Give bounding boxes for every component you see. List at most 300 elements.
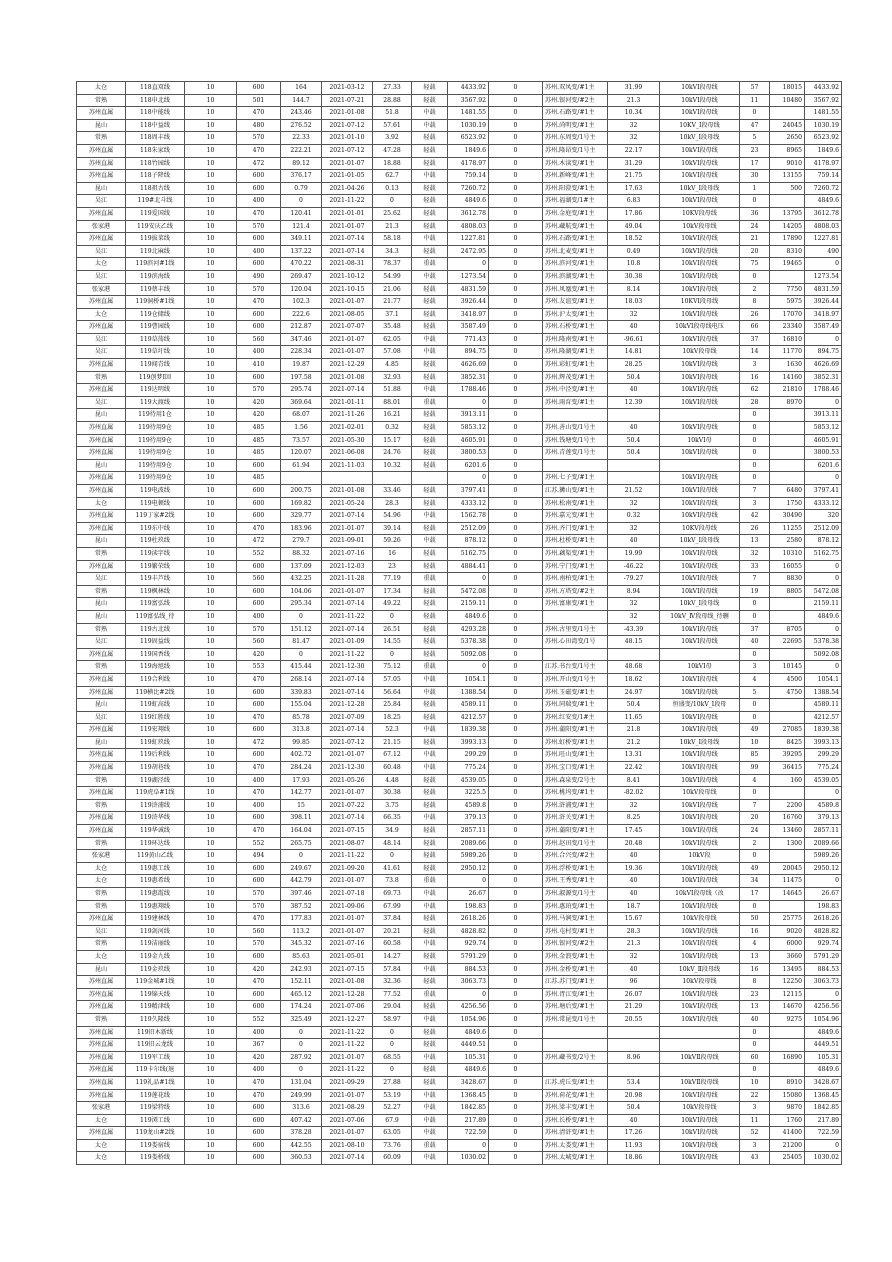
table-cell: 常熟 bbox=[77, 132, 126, 145]
table-cell: 14160 bbox=[770, 371, 805, 384]
table-cell: 60 bbox=[740, 1051, 770, 1064]
table-cell: 119东中线 bbox=[126, 522, 185, 535]
table-row bbox=[77, 749, 842, 762]
table-cell bbox=[770, 1064, 805, 1077]
table-cell: 0 bbox=[373, 1064, 412, 1077]
table-cell: 20.21 bbox=[373, 925, 412, 938]
table-cell: 轻载 bbox=[412, 825, 448, 838]
table-cell: 2159.11 bbox=[805, 598, 842, 611]
table-cell: 10 bbox=[185, 144, 237, 157]
table-cell: 17 bbox=[740, 157, 770, 170]
table-cell: 0.32 bbox=[373, 422, 412, 435]
table-cell: 3428.67 bbox=[805, 1076, 842, 1089]
table-cell: 15.17 bbox=[373, 434, 412, 447]
table-cell: 299.29 bbox=[805, 749, 842, 762]
table-cell: 2857.11 bbox=[805, 825, 842, 838]
table-cell bbox=[770, 422, 805, 435]
table-row bbox=[77, 900, 842, 913]
table-cell: 1750 bbox=[770, 497, 805, 510]
table-cell: 69.73 bbox=[373, 888, 412, 901]
table-cell: 21.06 bbox=[373, 283, 412, 296]
table-cell: 0 bbox=[805, 258, 842, 271]
table-cell: 470.22 bbox=[281, 258, 322, 271]
table-cell: 2021-05-24 bbox=[322, 497, 373, 510]
table-cell: 57.08 bbox=[373, 346, 412, 359]
table-cell: 18.25 bbox=[373, 711, 412, 724]
table-cell: 13495 bbox=[770, 963, 805, 976]
table-cell: 苏州.银河变/#2主 bbox=[543, 938, 608, 951]
table-cell: 0 bbox=[489, 774, 543, 787]
table-cell: 18.52 bbox=[608, 233, 660, 246]
table-cell: 3926.44 bbox=[805, 296, 842, 309]
table-cell: 太仓 bbox=[77, 497, 126, 510]
table-cell: 198.83 bbox=[805, 900, 842, 913]
table-cell: 中载 bbox=[412, 938, 448, 951]
table-cell: 600 bbox=[237, 862, 281, 875]
table-cell: 24045 bbox=[770, 119, 805, 132]
table-cell: 苏州.七子变/#1主 bbox=[543, 472, 608, 485]
table-cell: 轻载 bbox=[412, 862, 448, 875]
table-cell: 2021-10-15 bbox=[322, 283, 373, 296]
table-row bbox=[77, 510, 842, 523]
table-cell: 苏州.杜桥变/#1主 bbox=[543, 535, 608, 548]
table-cell: 18.03 bbox=[608, 296, 660, 309]
table-cell: 759.14 bbox=[805, 170, 842, 183]
table-cell: 600 bbox=[237, 371, 281, 384]
table-cell: 苏州直属 bbox=[77, 434, 126, 447]
table-cell: 10 bbox=[185, 535, 237, 548]
table-cell: 苏州.北麦变/#1主 bbox=[543, 245, 608, 258]
table-cell bbox=[543, 459, 608, 472]
table-cell: 420 bbox=[237, 963, 281, 976]
table-cell: 太仓 bbox=[77, 875, 126, 888]
table-cell: 177.83 bbox=[281, 913, 322, 926]
table-row bbox=[77, 963, 842, 976]
table-row bbox=[77, 774, 842, 787]
table-cell: 10kV段母线 bbox=[660, 976, 740, 989]
table-cell: 339.83 bbox=[281, 686, 322, 699]
table-row bbox=[77, 119, 842, 132]
table-cell: 10kV_Ⅰ段母线 bbox=[660, 132, 740, 145]
table-cell: 164 bbox=[281, 82, 322, 95]
table-cell: 1760 bbox=[770, 1114, 805, 1127]
table-cell: 0.32 bbox=[608, 510, 660, 523]
table-cell: 10kVⅠ段母线 bbox=[660, 875, 740, 888]
table-cell: 119待用9仓 bbox=[126, 422, 185, 435]
table-cell: 苏州.隆昂变/1号主 bbox=[543, 144, 608, 157]
table-cell: 0 bbox=[740, 409, 770, 422]
table-cell: 10 bbox=[185, 497, 237, 510]
table-row bbox=[77, 132, 842, 145]
table-cell: 119曹园线 bbox=[126, 321, 185, 334]
table-cell: 10 bbox=[185, 107, 237, 120]
table-cell: 苏州直属 bbox=[77, 359, 126, 372]
table-cell: 400 bbox=[237, 195, 281, 208]
table-cell: 0 bbox=[489, 1152, 543, 1165]
table-cell: 轻载 bbox=[412, 447, 448, 460]
table-cell: 119创梦Ⅰ回 bbox=[126, 371, 185, 384]
table-cell: 1388.54 bbox=[805, 686, 842, 699]
table-cell: 2021-07-21 bbox=[322, 94, 373, 107]
table-cell: 苏州.藏书变/2号主 bbox=[543, 1051, 608, 1064]
table-cell: 0 bbox=[489, 925, 543, 938]
table-cell: 10 bbox=[185, 384, 237, 397]
table-cell: 10 bbox=[185, 359, 237, 372]
table-cell: 27085 bbox=[770, 724, 805, 737]
table-cell: 0 bbox=[489, 1026, 543, 1039]
table-cell: 48.68 bbox=[608, 661, 660, 674]
table-cell: 1788.46 bbox=[448, 384, 489, 397]
table-cell: 2021-01-07 bbox=[322, 787, 373, 800]
table-cell: 苏州.凤凰变/#1主 bbox=[543, 283, 608, 296]
table-cell: 2021-01-05 bbox=[322, 170, 373, 183]
table-cell: 常熟 bbox=[77, 888, 126, 901]
table-cell: 轻载 bbox=[412, 82, 448, 95]
table-cell: 325.49 bbox=[281, 1013, 322, 1026]
table-cell: 4539.05 bbox=[448, 774, 489, 787]
table-cell: 2021-04-26 bbox=[322, 182, 373, 195]
table-cell: 0 bbox=[740, 1039, 770, 1052]
table-cell: 600 bbox=[237, 950, 281, 963]
table-cell: 轻载 bbox=[412, 434, 448, 447]
table-row bbox=[77, 610, 842, 623]
table-cell: 1481.55 bbox=[448, 107, 489, 120]
table-cell: 60.48 bbox=[373, 762, 412, 775]
table-cell: 0 bbox=[489, 396, 543, 409]
table-cell: 10.32 bbox=[373, 459, 412, 472]
table-cell: 轻载 bbox=[412, 950, 448, 963]
table-cell: 10 bbox=[185, 938, 237, 951]
table-cell: 600 bbox=[237, 1001, 281, 1014]
table-cell: 0 bbox=[489, 1013, 543, 1026]
table-cell: 16 bbox=[373, 547, 412, 560]
table-cell: 苏州.辉茂变/#1主 bbox=[543, 371, 608, 384]
table-cell: 0 bbox=[489, 976, 543, 989]
table-cell: 1030.19 bbox=[805, 119, 842, 132]
table-cell: 33.46 bbox=[373, 485, 412, 498]
table-cell: 25.62 bbox=[373, 207, 412, 220]
table-cell: 苏州直属 bbox=[77, 1001, 126, 1014]
table-cell: 600 bbox=[237, 875, 281, 888]
table-cell: 10 bbox=[185, 585, 237, 598]
table-cell: 17.26 bbox=[608, 1127, 660, 1140]
table-cell: 131.04 bbox=[281, 1076, 322, 1089]
table-cell: 江苏.狮山变/#1主 bbox=[543, 485, 608, 498]
table-row bbox=[77, 862, 842, 875]
table-cell: 10kVⅠ段母线 bbox=[660, 308, 740, 321]
table-cell: 2021-01-11 bbox=[322, 396, 373, 409]
table-cell: 苏州直属 bbox=[77, 1064, 126, 1077]
table-cell: 轻载 bbox=[412, 560, 448, 573]
table-cell: 苏州直属 bbox=[77, 1039, 126, 1052]
table-row bbox=[77, 762, 842, 775]
table-cell: 0 bbox=[281, 610, 322, 623]
table-cell: 0 bbox=[489, 359, 543, 372]
table-cell: 43 bbox=[740, 1152, 770, 1165]
table-cell: 552 bbox=[237, 1013, 281, 1026]
table-row bbox=[77, 94, 842, 107]
table-cell: 4212.57 bbox=[805, 711, 842, 724]
table-cell: 10kVⅠ段母线 bbox=[660, 359, 740, 372]
table-cell: 15.67 bbox=[608, 913, 660, 926]
table-cell: 36415 bbox=[770, 762, 805, 775]
table-row bbox=[77, 888, 842, 901]
table-cell: 600 bbox=[237, 988, 281, 1001]
table-cell: 600 bbox=[237, 497, 281, 510]
table-cell: 32 bbox=[608, 799, 660, 812]
table-cell: 昆山 bbox=[77, 598, 126, 611]
table-cell: 485 bbox=[237, 422, 281, 435]
table-row bbox=[77, 296, 842, 309]
table-cell: 119礼品#1线 bbox=[126, 1076, 185, 1089]
table-cell: 4849.6 bbox=[448, 195, 489, 208]
table-cell: 苏州直属 bbox=[77, 1127, 126, 1140]
table-cell: 18.88 bbox=[373, 157, 412, 170]
table-row bbox=[77, 1139, 842, 1152]
table-cell: -46.22 bbox=[608, 560, 660, 573]
table-cell: 8805 bbox=[770, 585, 805, 598]
table-cell: 60.58 bbox=[373, 938, 412, 951]
table-cell: 0 bbox=[489, 875, 543, 888]
table-cell: 吴江 bbox=[77, 270, 126, 283]
table-cell: 21.8 bbox=[608, 724, 660, 737]
table-row bbox=[77, 384, 842, 397]
table-cell: 苏州直属 bbox=[77, 724, 126, 737]
table-cell: 4256.56 bbox=[805, 1001, 842, 1014]
table-cell: 19.87 bbox=[281, 359, 322, 372]
table-cell: 10 bbox=[185, 711, 237, 724]
table-cell: 222.6 bbox=[281, 308, 322, 321]
table-cell: 0 bbox=[740, 1064, 770, 1077]
table-cell: 0 bbox=[740, 900, 770, 913]
table-cell: 17.34 bbox=[373, 585, 412, 598]
table-cell: 119固益线 bbox=[126, 636, 185, 649]
table-cell: 470 bbox=[237, 913, 281, 926]
table-cell: 119待用9仓 bbox=[126, 447, 185, 460]
table-cell: 轻载 bbox=[412, 321, 448, 334]
table-cell: 0 bbox=[489, 195, 543, 208]
table-cell: 10 bbox=[185, 900, 237, 913]
table-cell: 600 bbox=[237, 233, 281, 246]
table-cell: 119待用9仓 bbox=[126, 472, 185, 485]
table-cell: 10kVⅠ段母线 bbox=[660, 396, 740, 409]
table-cell bbox=[770, 270, 805, 283]
table-cell: 10kV_Ⅰ段母线 bbox=[660, 598, 740, 611]
table-row bbox=[77, 170, 842, 183]
table-cell: 21.75 bbox=[608, 170, 660, 183]
table-cell: 10 bbox=[185, 888, 237, 901]
table-cell: 22.42 bbox=[608, 762, 660, 775]
table-cell: 0 bbox=[489, 636, 543, 649]
table-cell: 苏州.旺山变/#1主 bbox=[543, 749, 608, 762]
table-cell: 常熟 bbox=[77, 371, 126, 384]
table-cell: 119虎阜#1线 bbox=[126, 787, 185, 800]
table-cell: 8.25 bbox=[608, 812, 660, 825]
table-cell: 415.44 bbox=[281, 661, 322, 674]
table-cell: 119娄宿线 bbox=[126, 1139, 185, 1152]
table-cell: 600 bbox=[237, 510, 281, 523]
table-cell: 37 bbox=[740, 623, 770, 636]
table-row bbox=[77, 686, 842, 699]
table-cell: 苏州直属 bbox=[77, 157, 126, 170]
table-cell: 中载 bbox=[412, 963, 448, 976]
table-cell: 2021-01-07 bbox=[322, 913, 373, 926]
table-cell: 3063.73 bbox=[448, 976, 489, 989]
table-cell: 0 bbox=[489, 296, 543, 309]
table-cell: 昆山 bbox=[77, 699, 126, 712]
table-cell: 287.92 bbox=[281, 1051, 322, 1064]
table-cell bbox=[770, 787, 805, 800]
table-cell: 37.84 bbox=[373, 913, 412, 926]
table-cell: 0 bbox=[373, 195, 412, 208]
table-row bbox=[77, 195, 842, 208]
table-cell: 4849.6 bbox=[805, 610, 842, 623]
table-cell: 0 bbox=[740, 422, 770, 435]
table-cell: 8.94 bbox=[608, 585, 660, 598]
table-cell: 苏州.同瑞变/#1主 bbox=[543, 699, 608, 712]
table-cell: 21.3 bbox=[608, 94, 660, 107]
table-cell: 0 bbox=[489, 724, 543, 737]
table-cell: 10 bbox=[185, 396, 237, 409]
table-cell: 119环达线 bbox=[126, 837, 185, 850]
table-cell: 2021-07-14 bbox=[322, 812, 373, 825]
table-cell: 119浒浦线 bbox=[126, 799, 185, 812]
table-cell: 轻载 bbox=[412, 837, 448, 850]
table-cell: 17 bbox=[740, 888, 770, 901]
table-cell: 10kVⅠ段母线 bbox=[660, 384, 740, 397]
table-cell: 10kVⅠ段母线 bbox=[660, 157, 740, 170]
table-cell: 407.42 bbox=[281, 1114, 322, 1127]
table-row bbox=[77, 233, 842, 246]
table-cell: 329.77 bbox=[281, 510, 322, 523]
table-cell: 13 bbox=[740, 950, 770, 963]
table-cell: 苏州直属 bbox=[77, 1076, 126, 1089]
table-cell: 10 bbox=[185, 1001, 237, 1014]
table-cell: 25775 bbox=[770, 913, 805, 926]
table-cell: 10kV_Ⅰ段母线 bbox=[660, 182, 740, 195]
table-cell: 2021-01-07 bbox=[322, 346, 373, 359]
table-cell: 0 bbox=[740, 711, 770, 724]
table-cell: 27.88 bbox=[373, 1076, 412, 1089]
table-cell: 775.24 bbox=[805, 762, 842, 775]
table-cell: 轻载 bbox=[412, 787, 448, 800]
table-cell bbox=[660, 459, 740, 472]
table-cell: 10 bbox=[185, 346, 237, 359]
table-cell: 苏州.马涧变/#1主 bbox=[543, 913, 608, 926]
table-cell: 苏州.福湖变/1#主 bbox=[543, 195, 608, 208]
table-cell: 轻载 bbox=[412, 774, 448, 787]
table-cell: 0 bbox=[489, 233, 543, 246]
table-cell: 570 bbox=[237, 220, 281, 233]
table-cell: 369.64 bbox=[281, 396, 322, 409]
table-cell: 苏州直属 bbox=[77, 422, 126, 435]
table-cell: 8970 bbox=[770, 396, 805, 409]
table-cell: 2089.66 bbox=[448, 837, 489, 850]
table-cell: 552 bbox=[237, 837, 281, 850]
table-cell: 268.14 bbox=[281, 673, 322, 686]
table-cell: 常熟 bbox=[77, 1013, 126, 1026]
table-cell bbox=[608, 1064, 660, 1077]
table-cell: 1054.1 bbox=[805, 673, 842, 686]
table-cell: 2021-11-03 bbox=[322, 459, 373, 472]
table-cell: 77.52 bbox=[373, 988, 412, 1001]
table-cell: 0 bbox=[489, 850, 543, 863]
table-cell: 10kVⅠ段母线 bbox=[660, 485, 740, 498]
table-row bbox=[77, 270, 842, 283]
table-cell: 470 bbox=[237, 296, 281, 309]
table-cell: 570 bbox=[237, 283, 281, 296]
table-cell: 苏州.石路变/#1主 bbox=[543, 233, 608, 246]
table-cell: 10 bbox=[185, 1064, 237, 1077]
table-cell: 28.3 bbox=[608, 925, 660, 938]
table-cell: 50.4 bbox=[608, 371, 660, 384]
table-body bbox=[77, 82, 842, 1165]
table-cell: 0 bbox=[489, 900, 543, 913]
table-cell: 8.14 bbox=[608, 283, 660, 296]
table-cell: 3.75 bbox=[373, 799, 412, 812]
table-cell: 3797.41 bbox=[805, 485, 842, 498]
table-cell: 28.25 bbox=[608, 359, 660, 372]
table-cell: 轻载 bbox=[412, 157, 448, 170]
table-cell: 0 bbox=[489, 333, 543, 346]
table-cell: 0 bbox=[489, 207, 543, 220]
table-cell: 0 bbox=[489, 119, 543, 132]
table-cell: 118祖古线 bbox=[126, 182, 185, 195]
table-cell: 苏州.南柏变/#1主 bbox=[543, 573, 608, 586]
table-cell: 7 bbox=[740, 485, 770, 498]
table-cell: 10KV_Ⅰ段母线 bbox=[660, 119, 740, 132]
table-cell: 10 bbox=[185, 434, 237, 447]
table-cell: 3993.13 bbox=[805, 736, 842, 749]
table-cell: 137.22 bbox=[281, 245, 322, 258]
table-cell: 470 bbox=[237, 144, 281, 157]
table-cell: 江苏.苏门变/#1主 bbox=[543, 976, 608, 989]
table-cell: 600 bbox=[237, 82, 281, 95]
table-cell: 轻载 bbox=[412, 409, 448, 422]
table-cell: 中载 bbox=[412, 888, 448, 901]
table-cell bbox=[608, 1026, 660, 1039]
table-cell: 0 bbox=[489, 535, 543, 548]
table-cell: 10kVⅠ段母线 bbox=[660, 1152, 740, 1165]
table-row bbox=[77, 724, 842, 737]
table-cell: 78.37 bbox=[373, 258, 412, 271]
table-row bbox=[77, 1013, 842, 1026]
table-cell: 929.74 bbox=[805, 938, 842, 951]
table-cell: 349.11 bbox=[281, 233, 322, 246]
table-cell: 2021-01-07 bbox=[322, 333, 373, 346]
table-cell: 苏州.浒关变/#1主 bbox=[543, 812, 608, 825]
table-cell: 0 bbox=[805, 875, 842, 888]
table-cell: 中载 bbox=[412, 346, 448, 359]
table-cell: 2021-07-12 bbox=[322, 736, 373, 749]
table-cell: 10kVⅠ母 bbox=[660, 434, 740, 447]
table-cell: 苏州直属 bbox=[77, 648, 126, 661]
table-cell: 2021-12-29 bbox=[322, 359, 373, 372]
table-cell: 10 bbox=[185, 1114, 237, 1127]
table-cell: 0 bbox=[489, 711, 543, 724]
table-cell: 0 bbox=[489, 686, 543, 699]
table-row bbox=[77, 1089, 842, 1102]
table-cell: 苏州.富康变/#1主 bbox=[543, 598, 608, 611]
table-cell: 174.24 bbox=[281, 1001, 322, 1014]
table-cell: 0 bbox=[489, 736, 543, 749]
table-cell: 10kV_Ⅰ段母线 bbox=[660, 535, 740, 548]
table-cell: 苏州.屯村变/#1主 bbox=[543, 925, 608, 938]
table-cell: 14 bbox=[740, 346, 770, 359]
table-cell bbox=[660, 1064, 740, 1077]
table-cell: 0 bbox=[448, 472, 489, 485]
table-cell: 苏州.隆湖变/#1主 bbox=[543, 346, 608, 359]
